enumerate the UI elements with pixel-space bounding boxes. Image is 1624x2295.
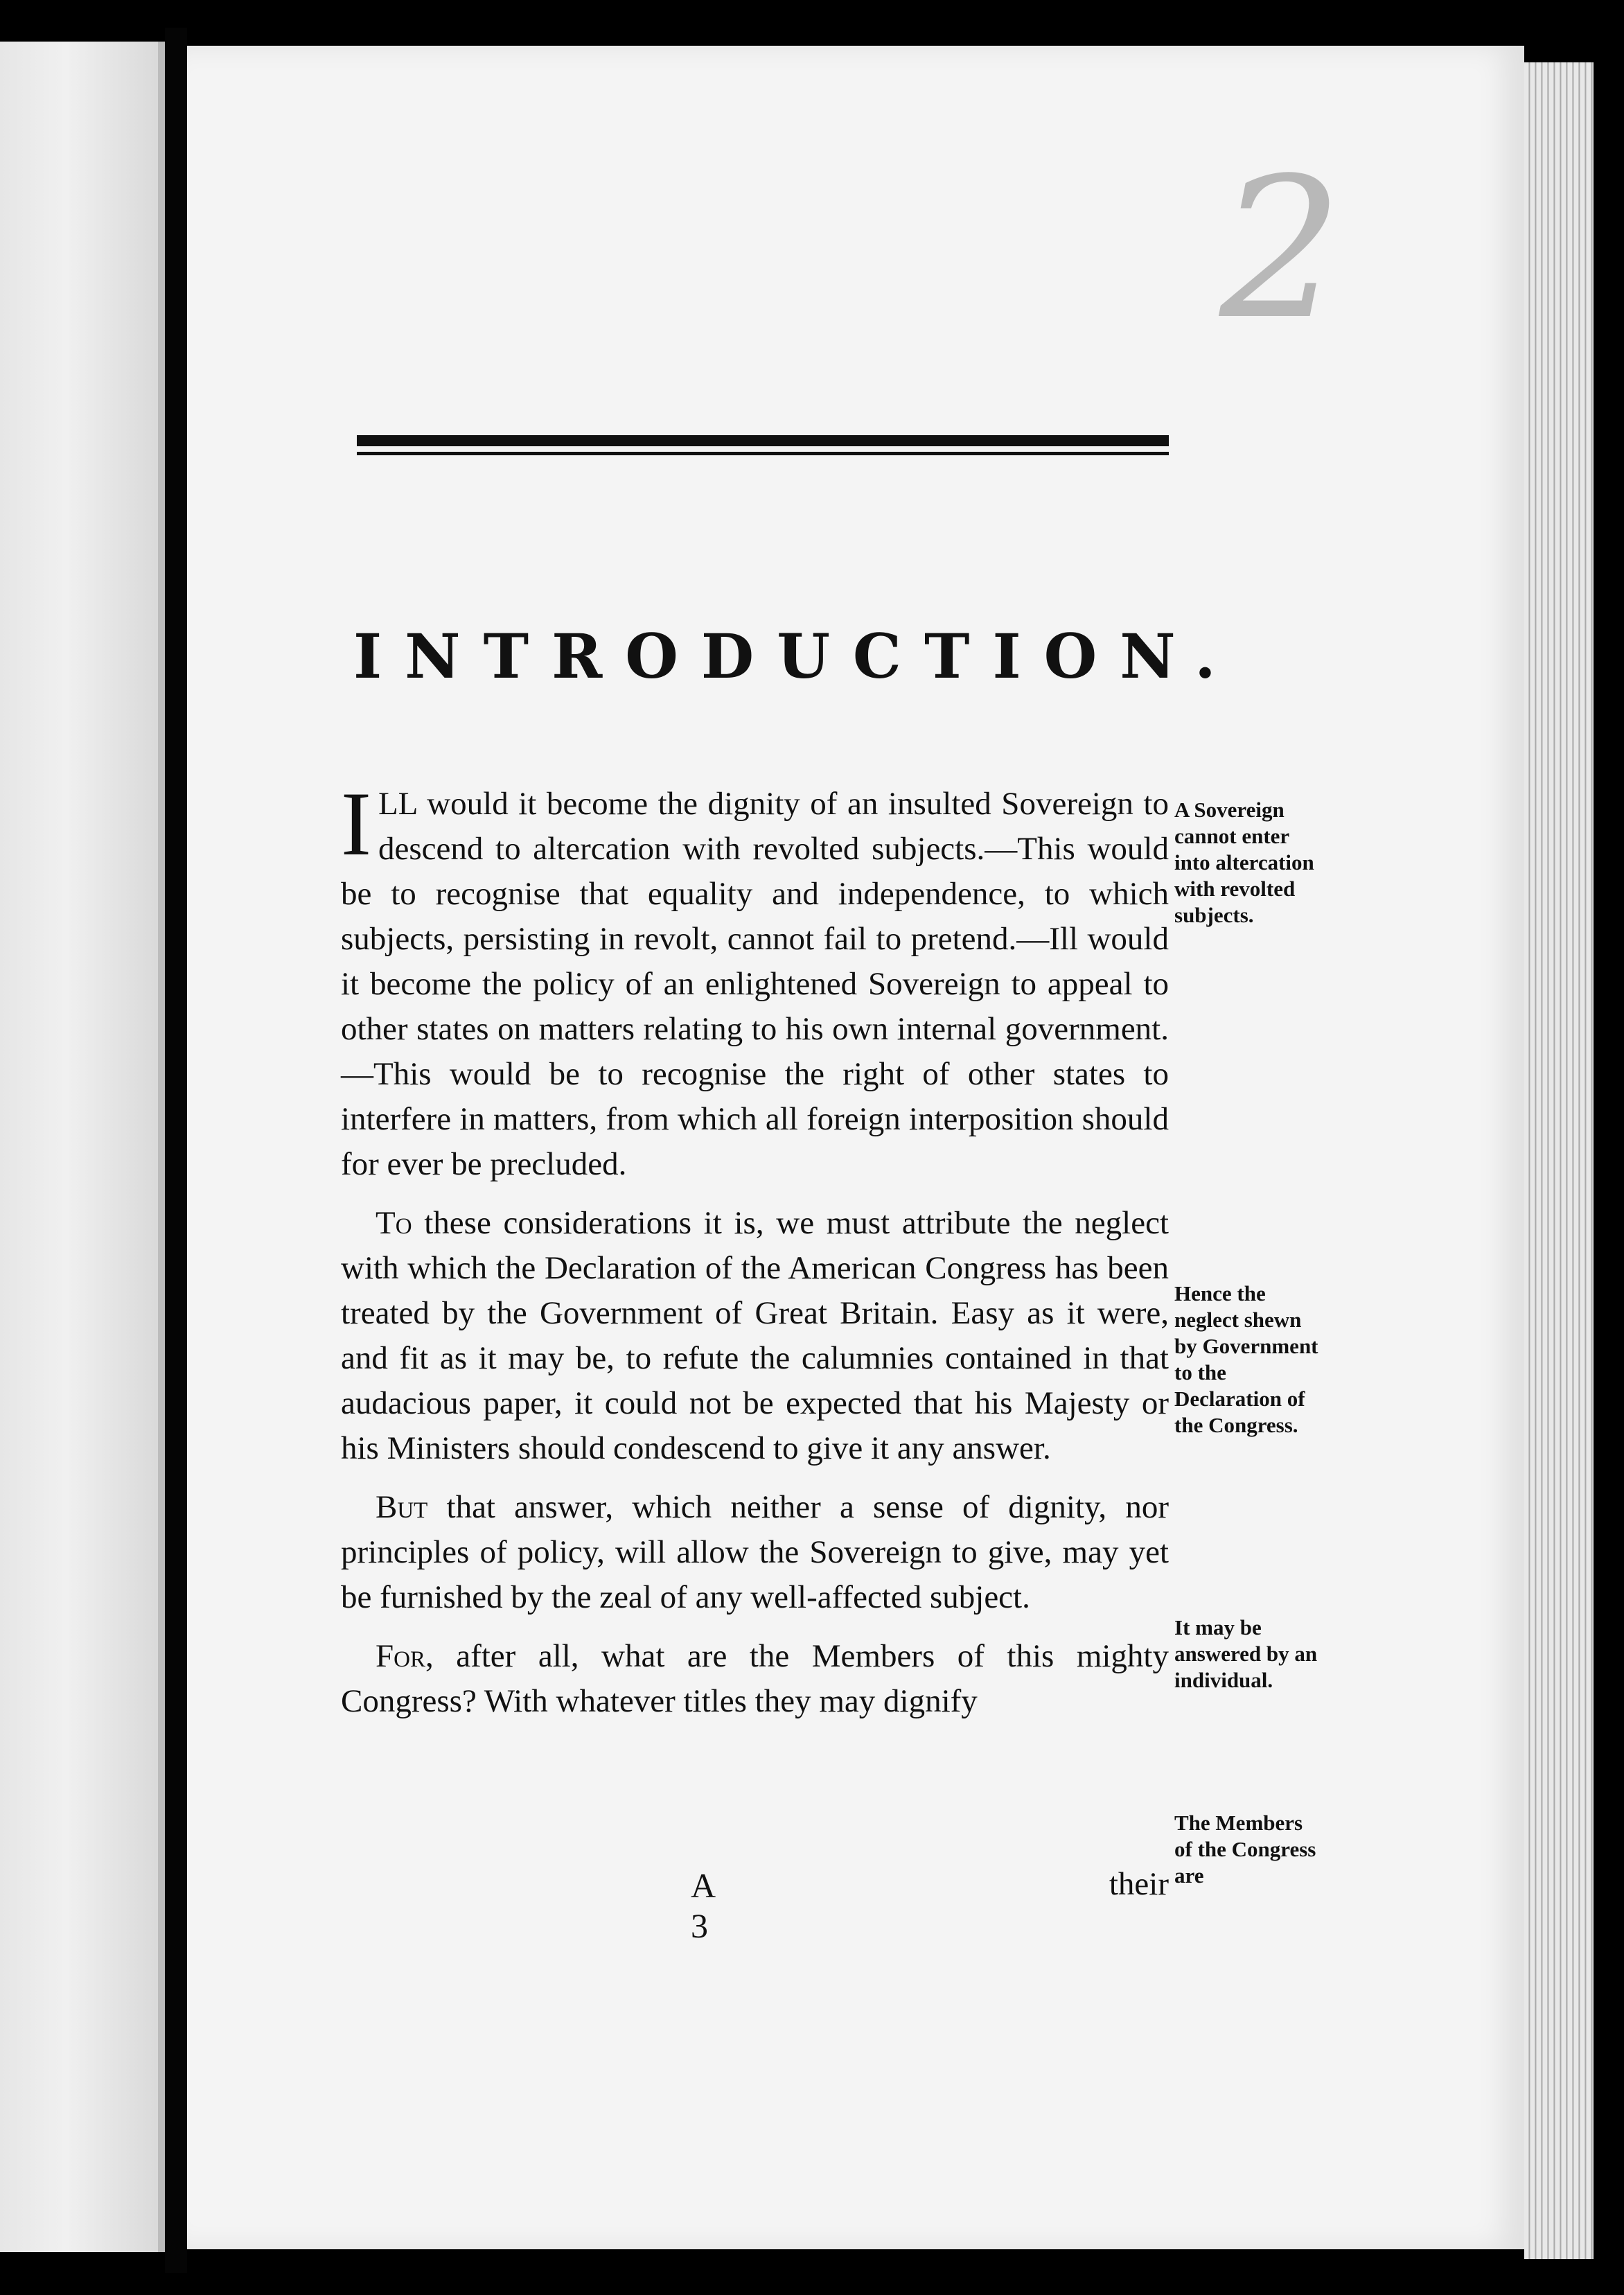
catchword: their [1109,1866,1169,1902]
marginal-note-3: It may be answered by an individual. [1174,1615,1318,1692]
handwritten-folio-number: 2 [1219,137,1343,362]
marginal-note-1: A Sovereign cannot enter into altercation with revolted subjects. [1174,798,1314,927]
page-heading: INTRODUCTION. [353,620,1239,692]
main-text [341,773,1169,1738]
paragraph-4 [341,1634,1169,1724]
marginal-note-4: The Members of the Congress are [1174,1811,1316,1888]
paragraph-4-lead: For, [376,1638,434,1674]
book-gutter [165,28,187,2273]
paragraph-4-text: after all, what are the Members of this mighty Congress? With whatever titles they may dignify [341,1638,1169,1719]
signature-mark: A 3 [691,1866,714,1945]
paragraph-1 [341,773,1169,1187]
header-rule-thin [357,452,1169,455]
paragraph-3-text: that answer, which neither a sense of dignity, nor principles of policy, will allow the Sovereign to give, may yet be furnished by the zeal of any well-affected subject. [341,1489,1169,1615]
drop-cap: I [341,773,371,874]
paragraph-2-lead: To [376,1205,412,1241]
header-rule-thick [357,435,1169,446]
page-footer [341,1865,1169,1945]
page-stack-edge [1524,62,1594,2259]
paragraph-2-text: these considerations it is, we must attribute the neglect with which the Declaration of the American Congress has been treated by the Government of Great Britain. Easy as it were, and fit as it may be, to refute the calumnies contained in that audacious paper, it could not be expected that his Majesty or his Ministers should condescend to give it any answer. [341,1205,1169,1466]
facing-page-shadow [158,42,165,2252]
facing-page-edge [0,42,165,2252]
paragraph-3 [341,1485,1169,1620]
paragraph-1-text: LL would it become the dignity of an insulted Sovereign to descend to altercation with revolted subjects.—This would be to recognise that equality and independence, to which subjects, persisting in revolt, cannot fail to pretend.—Ill would it become the policy of an enlightened Sovereign to appeal to other states on matters relating to his own internal government. —This would be to recognise the right of other states to interfere in matters, from which all foreign interposition should for ever be precluded. [341,786,1169,1182]
paragraph-2 [341,1201,1169,1471]
marginal-note-2: Hence the neglect shewn by Government to the Declaration of the Congress. [1174,1281,1318,1437]
paragraph-3-lead: But [376,1489,428,1525]
